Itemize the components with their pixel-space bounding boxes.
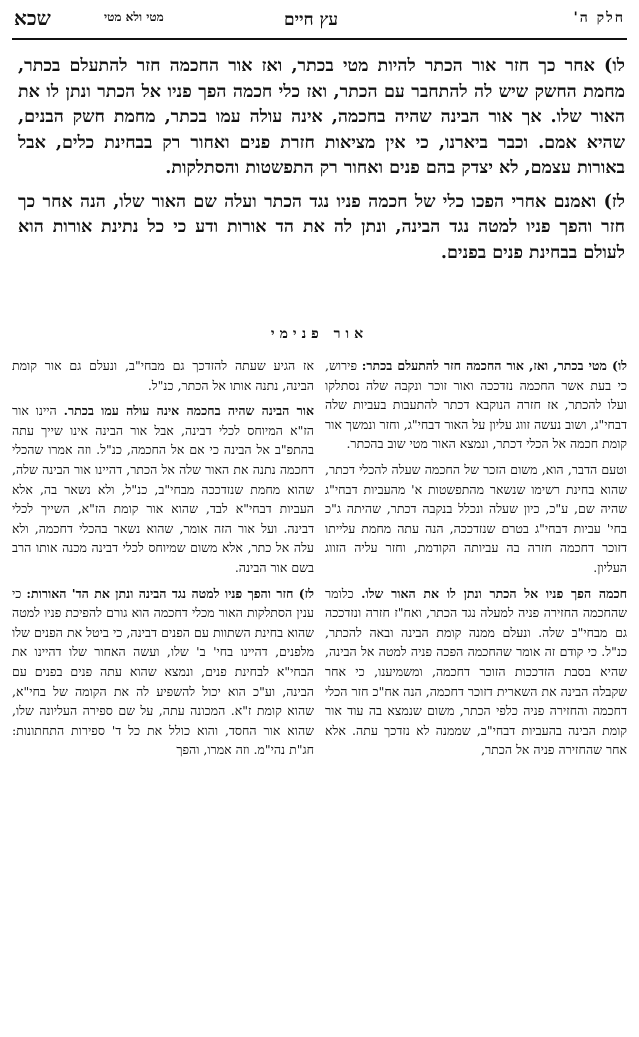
section-title: אור פנימי [270, 326, 369, 342]
paragraph-number: לו) [604, 56, 625, 76]
header-rule [12, 38, 627, 40]
commentary-text: כלומר שהחכמה החזירה פניה למעלה נגד הכתר, ואח"ז חזרה ונזדככה גם מבחי"ב שלה. ונעלם ממנה קומת הבינה ובאה להכתר, כנ"ל. כי קודם זה אומר שהחכמה הפכה פניה למטה אל הבינה, שהיא בסבת הזדככות הזוכר דחכמה, ומשמיענו, כי אחר שקבלה הבינה את השארית דזוכר דחכמה, הנה אח"כ חזר הכלי דחכמה והחזירה פניה כלפי הכתר, משום שנמצא בה עוד אור קומת הבינה בהעביות דבחי"ב, שממנה לא נזדכך עתה. אלא אחר שהחזירה פניה אל הכתר, [325, 585, 627, 758]
paragraph-text: ואמנם אחרי הפכו כלי של חכמה פניו נגד הכתר ועלה שם האור שלו, הנה אחר כך חזר והפך פניו למטה נגד הבינה, ונתן לה את הד אורות ודע כי כל נתינת אורות הוא לעולם בבחינת פנים בפנים. [18, 191, 625, 263]
commentary-text: היינו אור הז"א המיוחס לכלי דבינה, אבל אור הבינה אינו שייך עתה בהתפ"ב אל הבינה כי אם אל החכמה, כנ"ל. וזה אמרו שהכלי דחכמה נתנה את האור שלה אל הכתר, דהיינו אור הבינה שלה, שהוא מחמת שנזדככה מבחי"ב, כנ"ל, ולא נשאר בה, אלא העביות דבחי"א לבד, שהוא אור קומת הז"א, השייך לכלי דבינה. ועל אור הזה אומר, שהוא נשאר בהכלי דחכמה, ולא עלה אל כתר, אלא משום שמיוחס לכלי דבינה מכנה אותו הרב בשם אור הבינה. [12, 403, 314, 575]
commentary-text: כי ענין הסתלקות האור מכלי דחכמה הוא גורם להפיכת פניו למטה שהוא בחינת השתוות עם הפנים דבינה, כי ביטל את הפנים שלו מלפנים, דהיינו בחי' ב' שלו, ועשה האחור שלו דהיינו את הבחי"א לבחינת פנים, ונמצא שהוא עתה פנים בפנים עם הבינה, וע"כ הוא יכול להשפיע לה את הקומה של בחי"א, שהוא קומת ז"א. המכונה עתה, על שם ספירה העליונה שלו, שהוא אור החסד, והוא כולל את כל ד' ספירות התחתונות: חג"ת נהי"מ. וזה אמרו, והפך [12, 585, 314, 758]
main-paragraph-37 [18, 190, 625, 267]
header-book-title: עץ חיים [284, 10, 338, 30]
commentary-heading: אור הבינה שהיה בחכמה אינה עולה עמו בכתר. [63, 403, 314, 419]
commentary-paragraph [12, 401, 314, 577]
running-header [14, 4, 625, 34]
header-part: חלק ה' [573, 10, 625, 26]
paragraph-number: לז) [603, 191, 625, 212]
main-text [18, 54, 625, 274]
commentary-heading: לז) חזר והפך פניו למטה נגד הבינה ונתן את הד' האורות: [26, 585, 314, 601]
commentary-paragraph [325, 584, 627, 760]
commentary-text: פירוש, כי בעת אשר החכמה נזדככה ואור זוכר ונקבה שלה נסתלקו ועלו להכתר, אז חזרה הנוקבא דכתר להתעבות בעביות שלה דבחי"ג, ושוב נעשה זווג עליון על האור דבחי"ג, וחזר ונמשך אור קומת חכמה אל הכלי דכתר, ונמצא האור מטי שוב בהכתר. [325, 358, 627, 452]
commentary-paragraph: וטעם הדבר, הוא, משום הזכר של החכמה שעלה להכלי דכתר, שהוא בחינת רשימו שנשאר מהתפשטות א' מהעביות דבחי"ג שהיה שם, ע"כ, כיון שעלה ונכלל בנקבה דכתר, שהיתה ג"כ בחי' עביות דבחי"ג בטרם שנזדככה, הנה עתה מחמת עלייתו דזוכר דחכמה חזרה בה עביותה הקודמת, וחזר עליה הזווג העליון. [325, 461, 627, 575]
main-paragraph-36 [18, 54, 625, 182]
commentary-column-left [12, 356, 314, 1025]
commentary-columns [12, 356, 627, 1025]
commentary-column-right [325, 356, 627, 1025]
commentary-heading: חכמה הפך פניו אל הכתר ונתן לו את האור שלו. [361, 585, 627, 601]
commentary-paragraph: אז הגיע שעתה להזדכך גם מבחי"ב, ונעלם גם אור קומת הבינה, נתנה אותו אל הכתר, כנ"ל. [12, 358, 314, 393]
header-topic: מטי ולא מטי [104, 10, 164, 24]
paragraph-text: אחר כך חזר אור הכתר להיות מטי בכתר, ואז אור החכמה חזר להתעלם בכתר, מחמת החשק שיש לה להתחבר עם הכתר, ואז כלי חכמה הפך פניו אל הכתר ונתן לו את האור שלו. אך אור הבינה שהיה בחכמה, אינה עולה עמו בכתר, מחמת חשק הבנים, שהיא אמם. וכבר ביארנו, כי אין מציאות חזרת פנים ואחור רק בבחינת כלים, אבל באורות עצמם, לא יצדק בהם פנים ואחור רק התפשטות והסתלקות. [18, 56, 625, 178]
commentary-heading: לו) מטי בכתר, ואז, אור החכמה חזר להתעלם בכתר: [361, 358, 627, 373]
commentary-paragraph [12, 584, 314, 760]
commentary-paragraph [325, 356, 627, 454]
header-folio-number: שכא [14, 6, 51, 30]
